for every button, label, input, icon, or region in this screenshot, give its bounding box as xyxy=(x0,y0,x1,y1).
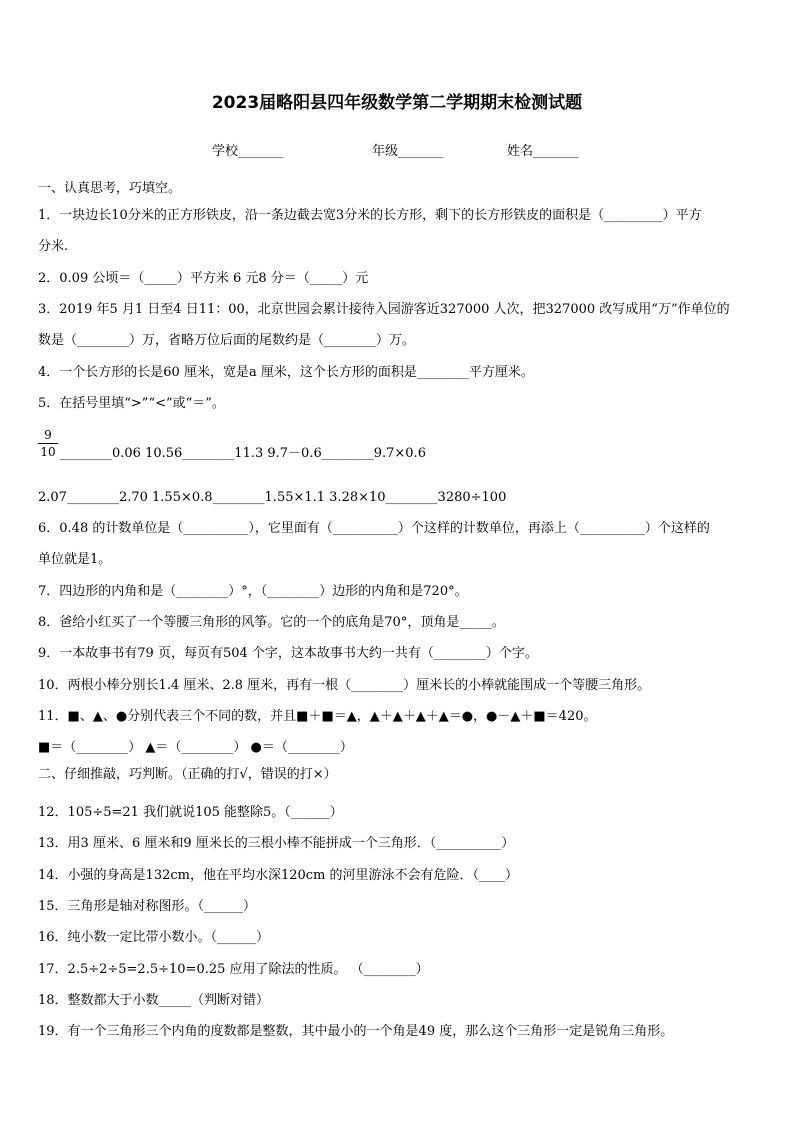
question-1-line-1: 1．一块边长10分米的正方形铁皮，沿一条边截去宽3分米的长方形，剩下的长方形铁皮的面积是（_________）平方 xyxy=(38,208,702,223)
question-10: 10．两根小棒分别长1.4 厘米、2.8 厘米，再有一根（________）厘米长的小棒就能围成一个等腰三角形。 xyxy=(38,678,651,693)
question-18: 18．整数都大于小数_____（判断对错） xyxy=(38,993,270,1008)
question-6-line-2: 单位就是1。 xyxy=(38,552,112,567)
question-15: 15．三角形是轴对称图形。（______） xyxy=(38,899,257,914)
question-1-line-2: 分米. xyxy=(38,239,69,254)
question-11-line-1: 11．■、▲、●分别代表三个不同的数，并且■＋■＝▲，▲＋▲＋▲＋▲＝●，●－▲＋■＝420。 xyxy=(38,709,597,724)
question-8: 8．爸给小红买了一个等腰三角形的风筝。它的一个的底角是70°，顶角是_____。 xyxy=(38,615,505,630)
question-9: 9．一本故事书有79 页，每页有504 个字，这本故事书大约一共有（________）个字。 xyxy=(38,646,538,661)
question-6-line-1: 6．0.48 的计数单位是（__________），它里面有（__________）个这样的计数单位，再添上（__________）个这样的 xyxy=(38,521,710,536)
grade-field: 年级_______ xyxy=(372,144,444,159)
question-3-line-2: 数是（________）万，省略万位后面的尾数约是（________）万。 xyxy=(38,333,416,348)
school-field: 学校_______ xyxy=(212,144,284,159)
question-17: 17．2.5÷2÷5=2.5÷10=0.25 应用了除法的性质。 （________） xyxy=(38,962,429,977)
section-1-heading: 一、认真思考，巧填空。 xyxy=(38,181,182,196)
question-13: 13．用3 厘米、6 厘米和9 厘米长的三根小棒不能拼成一个三角形．（__________） xyxy=(38,836,515,851)
question-4: 4．一个长方形的长是60 厘米，宽是a 厘米，这个长方形的面积是________平方厘米。 xyxy=(38,365,534,380)
question-19: 19．有一个三角形三个内角的度数都是整数，其中最小的一个角是49 度，那么这个三角形一定是锐角三角形。 xyxy=(38,1024,674,1039)
fraction-denominator: 10 xyxy=(40,445,56,459)
question-5-row-2: 2.07________2.70 1.55×0.8________1.55×1.1 3.28×10________3280÷100 xyxy=(38,490,507,505)
question-5: 5．在括号里填“>”“<”或“＝”。 xyxy=(38,396,225,411)
question-12: 12．105÷5=21 我们就说105 能整除5。（______） xyxy=(38,805,343,820)
question-14: 14．小强的身高是132cm，他在平均水深120cm 的河里游泳不会有危险．（____） xyxy=(38,868,519,883)
question-7: 7．四边形的内角和是（________）°，（________）边形的内角和是720°。 xyxy=(38,584,468,599)
fraction xyxy=(38,428,58,459)
question-2: 2．0.09 公顷＝（_____）平方米 6 元8 分＝（_____）元 xyxy=(38,271,369,286)
question-5-row-1: ________0.06 10.56________11.3 9.7－0.6________9.7×0.6 xyxy=(60,446,426,461)
question-16: 16．纯小数一定比带小数小。（______） xyxy=(38,930,270,945)
question-11-line-2: ■＝（________） ▲＝（________） ●＝（________） xyxy=(38,740,353,755)
section-2-heading: 二、仔细推敲，巧判断。（正确的打√，错误的打×） xyxy=(38,767,337,782)
fraction-numerator: 9 xyxy=(38,428,58,444)
question-3-line-1: 3．2019 年5 月1 日至4 日11：00，北京世园会累计接待入园游客近327000 人次，把327000 改写成用“万”作单位的 xyxy=(38,302,730,317)
name-field: 姓名_______ xyxy=(507,144,579,159)
page-title: 2023届略阳县四年级数学第二学期期末检测试题 xyxy=(211,93,583,113)
